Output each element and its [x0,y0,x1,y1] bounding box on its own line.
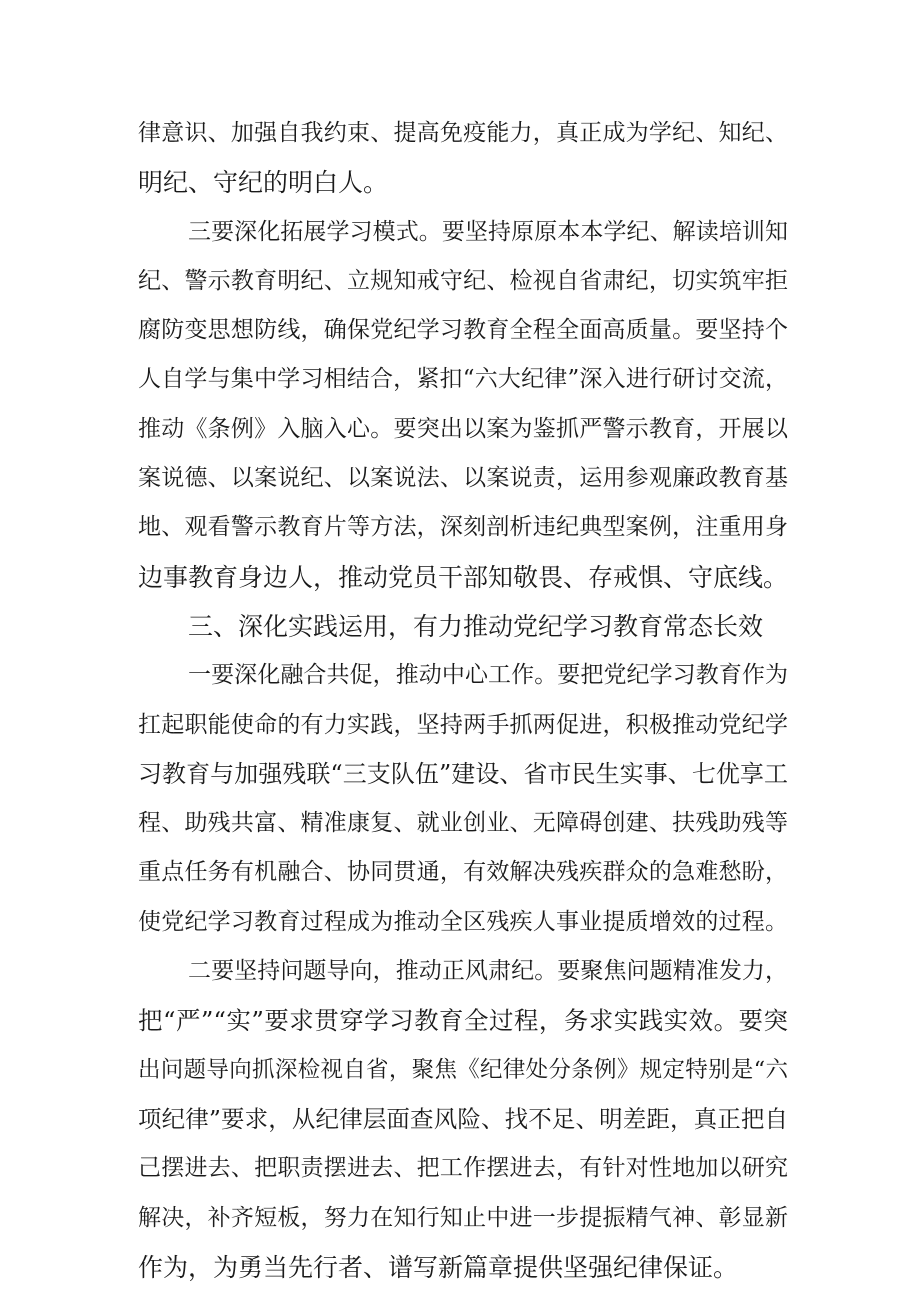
document-body [138,109,788,1292]
text-line: 项纪律”要求，从纪律层面查风险、找不足、明差距，真正把自 [138,1104,788,1133]
text-line: 程、助残共富、精准康复、就业创业、无障碍创建、扶残助残等 [138,810,788,837]
text-line: 边事教育身边人，推动党员干部知敬畏、存戒惧、守底线。 [138,562,789,592]
text-line: 扛起职能使命的有力实践，坚持两手抓两促进，积极推动党纪学 [138,711,788,738]
text-line: 明纪、守纪的明白人。 [138,168,389,198]
text-line: 律意识、加强自我约束、提高免疫能力，真正成为学纪、知纪、 [138,120,788,146]
text-line: 习教育与加强残联“三支队伍”建设、省市民生实事、七优享工 [138,759,788,788]
text-line: 一要深化融合共促，推动中心工作。要把党纪学习教育作为 [188,662,788,689]
text-line: 己摆进去、把职责摆进去、把工作摆进去，有针对性地加以研究 [138,1155,788,1182]
text-line: 出问题导向抓深检视自省，聚焦《纪律处分条例》规定特别是“六 [138,1056,788,1083]
text-line: 推动《条例》入脑入心。要突出以案为鉴抓严警示教育，开展以 [138,415,788,442]
text-line: 腐防变思想防线，确保党纪学习教育全程全面高质量。要坚持个 [138,317,788,344]
text-line: 解决，补齐短板，努力在知行知止中进一步提振精气神、彰显新 [138,1204,788,1231]
text-line: 地、观看警示教育片等方法，深刻剖析违纪典型案例，注重用身 [138,514,788,541]
text-line: 三、深化实践运用，有力推动党纪学习教育常态长效 [188,611,764,641]
text-line: 纪、警示教育明纪、立规知戒守纪、检视自省肃纪，切实筑牢拒 [138,267,788,294]
text-line: 作为，为勇当先行者、谱写新篇章提供坚强纪律保证。 [138,1252,739,1282]
text-line: 人自学与集中学习相结合，紧扣“六大纪律”深入进行研讨交流， [138,366,788,393]
text-line: 把“严”“实”要求贯穿学习教育全过程，务求实践实效。要突 [138,1006,788,1036]
text-line: 三要深化拓展学习模式。要坚持原原本本学纪、解读培训知 [188,218,788,245]
text-line: 案说德、以案说纪、以案说法、以案说责，运用参观廉政教育基 [138,465,788,492]
text-line: 二要坚持问题导向，推动正风肃纪。要聚焦问题精准发力， [188,958,788,985]
text-line: 重点任务有机融合、协同贯通，有效解决残疾群众的急难愁盼， [138,859,788,886]
text-line: 使党纪学习教育过程成为推动全区残疾人事业提质增效的过程。 [138,908,788,935]
